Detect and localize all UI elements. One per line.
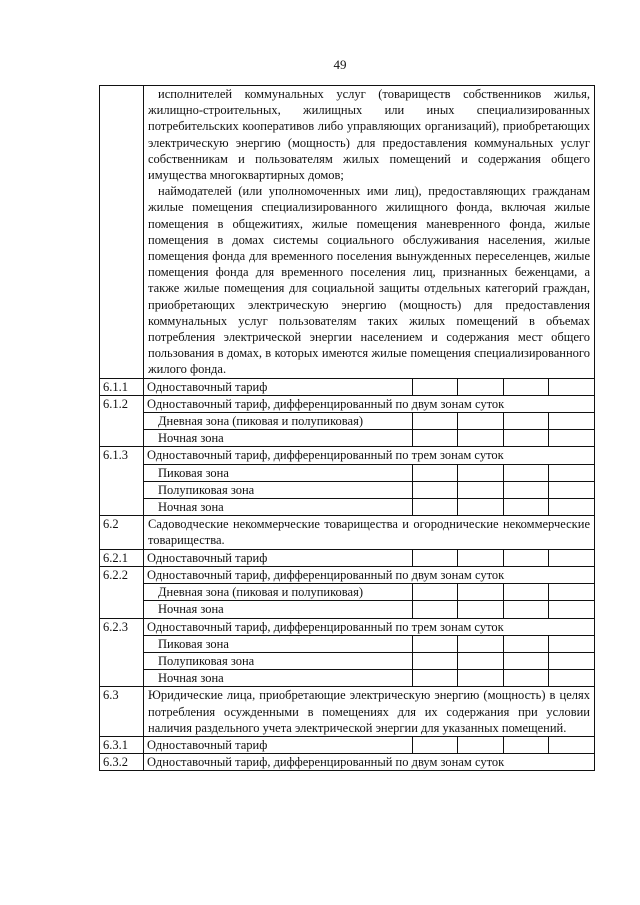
table-row	[100, 447, 595, 516]
row-number: 6.3.2	[100, 754, 144, 771]
zone-label: Ночная зона	[158, 500, 224, 515]
row-number: 6.2	[100, 516, 144, 549]
row-number: 6.2.3	[100, 618, 144, 687]
row-cell	[144, 447, 595, 516]
row-number: 6.1.3	[100, 447, 144, 516]
row-label: Одноставочный тариф	[147, 550, 268, 565]
table-row	[100, 395, 595, 447]
row-number: 6.1.1	[100, 378, 144, 395]
row-number: 6.3.1	[100, 736, 144, 753]
row-label: Юридические лица, приобретающие электрическую энергию (мощность) в целях потребления осужденными в помещениях для их содержания при условии наличия раздельного учета электрической энергии для указанных помещений.	[144, 687, 595, 737]
row-label: Одноставочный тариф, дифференцированный по двум зонам суток	[147, 396, 505, 411]
row-label: Одноставочный тариф	[147, 737, 268, 752]
zone-label: Пиковая зона	[158, 465, 229, 480]
table-row	[100, 566, 595, 618]
zone-label: Ночная зона	[158, 602, 224, 617]
zone-label: Полупиковая зона	[158, 482, 255, 497]
zone-label: Ночная зона	[158, 431, 224, 446]
table-row	[100, 378, 595, 395]
table-row	[100, 618, 595, 687]
zone-label: Ночная зона	[158, 671, 224, 686]
table-row	[100, 736, 595, 753]
row-number: 6.2.1	[100, 549, 144, 566]
zone-label: Пиковая зона	[158, 636, 229, 651]
row-cell	[144, 549, 595, 566]
row-cell	[144, 566, 595, 618]
row-number-empty	[100, 86, 144, 379]
zone-label: Дневная зона (пиковая и полупиковая)	[158, 414, 363, 429]
table-row-intro	[100, 86, 595, 379]
row-label: Садоводческие некоммерческие товарищества и огороднические некоммерческие товарищества.	[144, 516, 595, 549]
row-cell	[144, 618, 595, 687]
tariff-table	[99, 85, 595, 771]
row-cell	[144, 395, 595, 447]
row-number: 6.2.2	[100, 566, 144, 618]
row-cell	[144, 754, 595, 771]
table-row	[100, 549, 595, 566]
row-label: Одноставочный тариф, дифференцированный по двум зонам суток	[147, 567, 505, 582]
row-label: Одноставочный тариф, дифференцированный по трем зонам суток	[147, 619, 504, 634]
row-number: 6.1.2	[100, 395, 144, 447]
row-cell	[144, 378, 595, 395]
intro-paragraph: наймодателей (или уполномоченных ими лиц), предоставляющих гражданам жилые помещения специализированного жилищного фонда, включая жилые помещения в общежитиях, жилые помещения маневренного фонда, жилые помещения в домах системы социального обслуживания населения, жилые помещения фонда для временного поселения вынужденных переселенцев, жилые помещения фонда для временного поселения лиц, признанных беженцами, а также жилые помещения для социальной защиты отдельных категорий граждан, приобретающих электрическую энергию (мощность) для предоставления коммунальных услуг пользователям таких жилых помещений в объемах потребления электрической энергии населением и содержания мест общего пользования в домах, в которых имеются жилые помещения специализированного жилого фонда.	[148, 184, 590, 377]
intro-cell	[144, 86, 595, 379]
row-label: Одноставочный тариф, дифференцированный по трем зонам суток	[147, 448, 504, 463]
intro-paragraph: исполнителей коммунальных услуг (товариществ собственников жилья, жилищно-строительных, жилищных или иных специализированных потребительских кооперативов либо управляющих организаций), приобретающих электрическую энергию (мощность) для предоставления коммунальных услуг собственникам и пользователям жилых помещений и содержания общего имущества многоквартирных домов;	[148, 87, 590, 183]
table-row	[100, 516, 595, 549]
table-row	[100, 687, 595, 737]
row-label: Одноставочный тариф	[147, 379, 268, 394]
row-number: 6.3	[100, 687, 144, 737]
table-row	[100, 754, 595, 771]
zone-label: Дневная зона (пиковая и полупиковая)	[158, 585, 363, 600]
row-label: Одноставочный тариф, дифференцированный по двум зонам суток	[147, 755, 505, 770]
row-cell	[144, 736, 595, 753]
zone-label: Полупиковая зона	[158, 653, 255, 668]
page-number: 49	[333, 57, 347, 72]
